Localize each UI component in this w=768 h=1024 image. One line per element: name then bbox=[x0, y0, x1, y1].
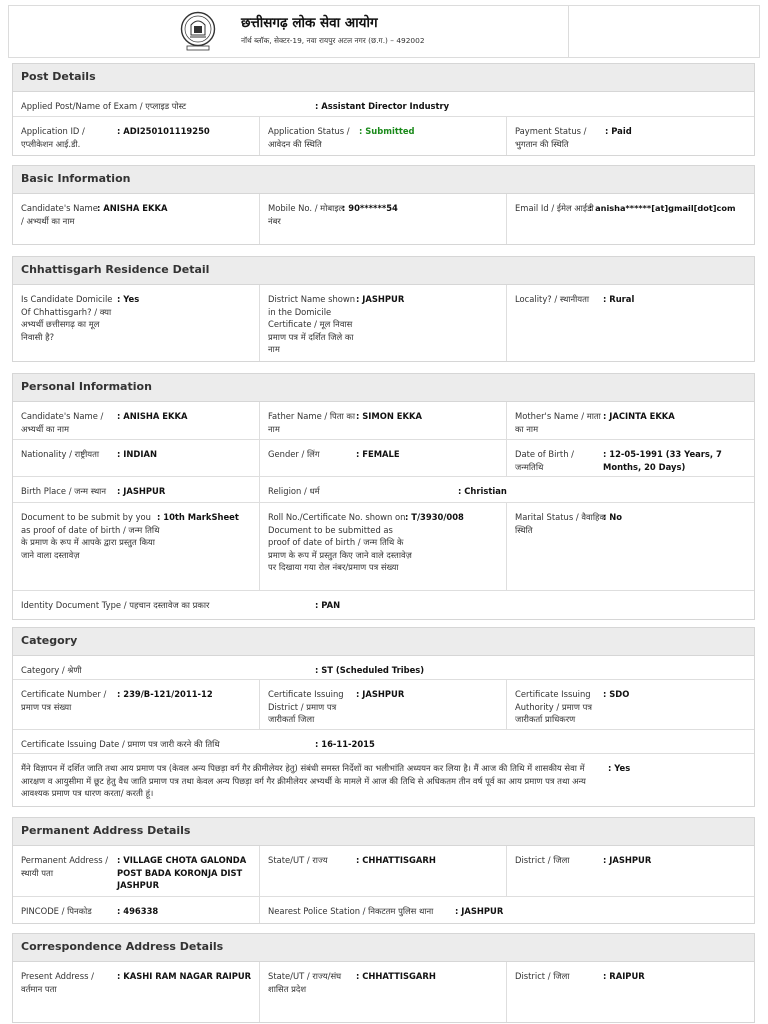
field-label: District Name shown in the Domicile Certificate / मूल निवास प्रमाण पत्र में दर्शित जिले का नाम bbox=[268, 294, 356, 355]
field-value: : FEMALE bbox=[356, 449, 400, 459]
section-title: Permanent Address Details bbox=[21, 824, 191, 838]
field-value: : JASHPUR bbox=[117, 486, 166, 496]
field-value: : RAIPUR bbox=[603, 971, 645, 981]
residence-section bbox=[12, 256, 755, 362]
permanent-district-field bbox=[507, 846, 754, 896]
field-label: Category / श्रेणी bbox=[21, 665, 82, 675]
form-row bbox=[13, 897, 754, 923]
page-header bbox=[8, 5, 760, 58]
field-label: Father Name / पिता का नाम bbox=[268, 411, 356, 434]
form-row bbox=[13, 440, 754, 477]
field-label: Document to be submit by you as proof of date of birth / जन्म तिथि के प्रमाण के रूप में आपके द्वारा प्रस्तुत किया जाने वाला दस्तावेज़ bbox=[21, 512, 160, 560]
section-title: Correspondence Address Details bbox=[21, 940, 224, 954]
field-label: Certificate Number / प्रमाण पत्र संख्या bbox=[21, 689, 107, 712]
form-row bbox=[13, 285, 754, 361]
correspondence-address-section bbox=[12, 933, 755, 1023]
field-label: Nationality / राष्ट्रीयता bbox=[21, 449, 100, 459]
form-row bbox=[13, 680, 754, 730]
personal-name-field bbox=[13, 402, 260, 439]
marital-status-field bbox=[507, 503, 754, 590]
field-value: : Christian bbox=[458, 486, 507, 496]
present-address-field bbox=[13, 962, 260, 1022]
section-title: Category bbox=[21, 634, 78, 648]
field-value: : Yes bbox=[608, 763, 631, 773]
field-value: : Rural bbox=[603, 294, 635, 304]
field-label: PINCODE / पिनकोड bbox=[21, 906, 92, 916]
field-label: Date of Birth / जन्मतिथि bbox=[515, 449, 575, 472]
form-row bbox=[13, 591, 754, 619]
declaration-text: मैंने विज्ञापन में दर्शित जाति तथा आय प्रमाण पत्र (केवल अन्य पिछड़ा वर्ग गैर क्रीमीलेयर हेतु) संबंधी समस्त निर्देशों का भलीभांति अध्ययन कर लिया है। मैं आज की तिथि में शासकीय सेवा में आरक्षण व आयुसीमा में छूट हेतु वैध जाति प्रमाण पत्र तथा केवल अन्य पिछड़ा वर्ग गैर क्रीमीलेयर अभ्यर्थी के मामले में आज की तिथि से अधिकतम तीन वर्ष पूर्व का आय प्रमाण पत्र तथा अन्य आवश्यक प्रमाण पत्र धारण करता/ करती हूं। bbox=[21, 763, 586, 799]
present-district-field bbox=[507, 962, 754, 1022]
field-value: : JASHPUR bbox=[356, 689, 405, 699]
father-name-field bbox=[260, 402, 507, 439]
header-divider bbox=[568, 6, 569, 57]
domicile-field bbox=[13, 285, 260, 361]
field-value: : ST (Scheduled Tribes) bbox=[315, 665, 425, 675]
form-row bbox=[13, 477, 754, 503]
field-value: : CHHATTISGARH bbox=[356, 855, 436, 865]
id-type-field bbox=[13, 591, 754, 619]
birthplace-field bbox=[13, 477, 260, 502]
field-value: : Paid bbox=[605, 126, 632, 136]
field-label: Payment Status / भुगतान की स्थिति bbox=[515, 126, 587, 149]
payment-status-field bbox=[507, 117, 754, 155]
field-label: State/UT / राज्य bbox=[268, 855, 328, 865]
permanent-address-section bbox=[12, 817, 755, 924]
org-name: छत्तीसगढ़ लोक सेवा आयोग bbox=[241, 15, 378, 31]
gender-field bbox=[260, 440, 507, 476]
form-row bbox=[13, 92, 754, 117]
religion-field bbox=[260, 477, 754, 502]
field-label: Mother's Name / माता का नाम bbox=[515, 411, 601, 434]
email-field bbox=[507, 194, 754, 244]
domicile-district-field bbox=[260, 285, 507, 361]
permanent-state-field bbox=[260, 846, 507, 896]
certificate-number-field bbox=[13, 680, 260, 729]
form-row bbox=[13, 962, 754, 1022]
field-value: : JASHPUR bbox=[603, 855, 652, 865]
mother-name-field bbox=[507, 402, 754, 439]
section-title: Chhattisgarh Residence Detail bbox=[21, 263, 210, 277]
field-value: : 496338 bbox=[117, 906, 159, 916]
candidate-name-field bbox=[13, 194, 260, 244]
post-details-section bbox=[12, 63, 755, 156]
field-label: Permanent Address / स्थायी पता bbox=[21, 855, 109, 878]
field-label: Marital Status / वैवाहिक स्थिति bbox=[515, 512, 606, 535]
field-value: : 10th MarkSheet bbox=[157, 512, 239, 522]
field-value: : ANISHA EKKA bbox=[117, 411, 188, 421]
form-row bbox=[13, 656, 754, 680]
field-label: Identity Document Type / पहचान दस्तावेज का प्रकार bbox=[21, 600, 210, 610]
nationality-field bbox=[13, 440, 260, 476]
field-value: : T/3930/008 bbox=[405, 512, 464, 522]
emblem-icon bbox=[180, 11, 216, 53]
form-row bbox=[13, 503, 754, 591]
dob-field bbox=[507, 440, 754, 476]
form-row bbox=[13, 754, 754, 806]
field-value: : ADI250101119250 bbox=[117, 126, 210, 136]
field-value: : 16-11-2015 bbox=[315, 739, 375, 749]
present-state-field bbox=[260, 962, 507, 1022]
section-title: Basic Information bbox=[21, 172, 131, 186]
field-label: Gender / लिंग bbox=[268, 449, 320, 459]
application-id-field bbox=[13, 117, 260, 155]
form-row bbox=[13, 402, 754, 440]
applied-post-field bbox=[13, 92, 754, 116]
declaration-field bbox=[13, 754, 754, 806]
form-row bbox=[13, 730, 754, 754]
form-row bbox=[13, 194, 754, 244]
basic-info-section bbox=[12, 165, 755, 245]
field-value: : JASHPUR bbox=[356, 294, 405, 304]
field-label: Birth Place / जन्म स्थान bbox=[21, 486, 106, 496]
certificate-district-field bbox=[260, 680, 507, 729]
section-title: Post Details bbox=[21, 70, 96, 84]
field-label: Present Address / वर्तमान पता bbox=[21, 971, 94, 994]
field-label: Roll No./Certificate No. shown on Document to be submitted as proof of date of birth / जन्म तिथि के प्रमाण के रूप में प्रस्तुत किए जाने वाले दस्तावेज़ पर दिखाया गया रोल नंबर/प्रमाण पत्र संख्या bbox=[268, 512, 412, 573]
field-value: : 239/B-121/2011-12 bbox=[117, 689, 213, 699]
mobile-field bbox=[260, 194, 507, 244]
form-row bbox=[13, 117, 754, 155]
field-label: Application ID / एप्लीकेशन आई.डी. bbox=[21, 126, 85, 149]
permanent-address-field bbox=[13, 846, 260, 896]
field-label: Applied Post/Name of Exam / एप्लाइड पोस्ट bbox=[21, 101, 187, 111]
status-badge: : Submitted bbox=[359, 126, 415, 136]
field-label: Candidate's Name / अभ्यर्थी का नाम bbox=[21, 411, 104, 434]
field-label: District / जिला bbox=[515, 855, 570, 865]
field-label: Certificate Issuing Authority / प्रमाण पत्र जारीकर्ता प्राधिकरण bbox=[515, 689, 592, 725]
form-row bbox=[13, 846, 754, 897]
police-station-field bbox=[260, 897, 754, 923]
pincode-field bbox=[13, 897, 260, 923]
locality-field bbox=[507, 285, 754, 361]
field-value: : Assistant Director Industry bbox=[315, 101, 450, 111]
field-value: : anisha******[at]gmail[dot]com bbox=[589, 203, 736, 213]
field-label: Mobile No. / मोबाइल नंबर bbox=[268, 203, 345, 226]
field-value: : INDIAN bbox=[117, 449, 157, 459]
field-value: : 90******54 bbox=[342, 203, 398, 213]
field-value: : No bbox=[603, 512, 623, 522]
personal-info-section bbox=[12, 373, 755, 620]
field-value: : VILLAGE CHOTA GALONDA POST BADA KORONJA DIST JASHPUR bbox=[117, 855, 247, 891]
field-label: Religion / धर्म bbox=[268, 486, 320, 496]
org-address: नॉर्थ ब्लॉक, सेक्टर-19, नवा रायपुर अटल नगर (छ.ग.) – 492002 bbox=[241, 36, 425, 45]
field-value: : PAN bbox=[315, 600, 341, 610]
field-label: Is Candidate Domicile Of Chhattisgarh? / क्या अभ्यर्थी छत्तीसगढ़ का मूल निवासी है? bbox=[21, 294, 113, 342]
field-value: : Yes bbox=[117, 294, 140, 304]
category-field bbox=[13, 656, 754, 679]
application-status-field bbox=[260, 117, 507, 155]
field-label: Locality? / स्थानीयता bbox=[515, 294, 590, 304]
dob-proof-field bbox=[13, 503, 260, 590]
certificate-date-field bbox=[13, 730, 754, 753]
field-label: State/UT / राज्य/संघ शासित प्रदेश bbox=[268, 971, 342, 994]
field-label: Candidate's Name / अभ्यर्थी का नाम bbox=[21, 203, 98, 226]
field-value: : JACINTA EKKA bbox=[603, 411, 675, 421]
field-value: : CHHATTISGARH bbox=[356, 971, 436, 981]
field-value: : ANISHA EKKA bbox=[97, 203, 168, 213]
field-value: : JASHPUR bbox=[455, 906, 504, 916]
field-label: Certificate Issuing Date / प्रमाण पत्र जारी करने की तिथि bbox=[21, 739, 220, 749]
field-label: Nearest Police Station / निकटतम पुलिस थाना bbox=[268, 906, 434, 916]
category-section bbox=[12, 627, 755, 807]
field-label: Email Id / ईमेल आईडी bbox=[515, 203, 594, 213]
roll-number-field bbox=[260, 503, 507, 590]
field-value: : 12-05-1991 (33 Years, 7 Months, 20 Days) bbox=[603, 449, 722, 472]
certificate-authority-field bbox=[507, 680, 754, 729]
field-value: : KASHI RAM NAGAR RAIPUR bbox=[117, 971, 252, 981]
section-title: Personal Information bbox=[21, 380, 152, 394]
field-value: : SIMON EKKA bbox=[356, 411, 422, 421]
field-label: Certificate Issuing District / प्रमाण पत्र जारीकर्ता जिला bbox=[268, 689, 344, 725]
field-label: District / जिला bbox=[515, 971, 570, 981]
field-value: : SDO bbox=[603, 689, 630, 699]
field-label: Application Status / आवेदन की स्थिति bbox=[268, 126, 350, 149]
